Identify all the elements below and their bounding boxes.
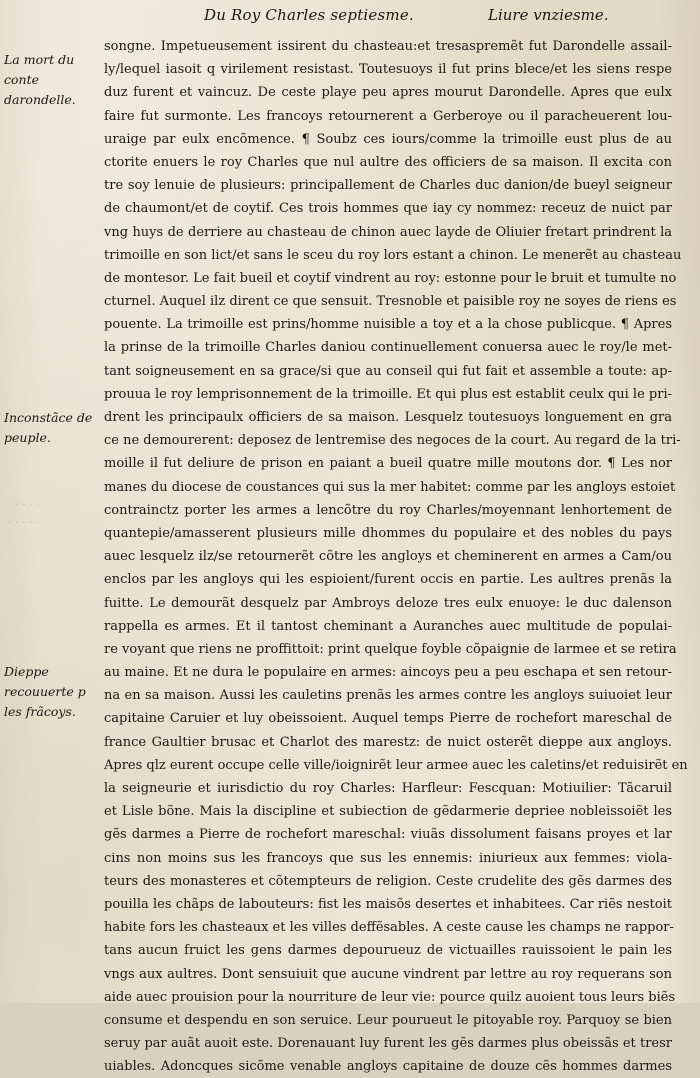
- text-line: tans aucun fruict les gens darmes depourueuz de victuailles rauissoient le pain les: [104, 943, 672, 959]
- bleed-through-text: · · · · · · · · ·: [8, 498, 40, 529]
- text-line: aide auec prouision pour la nourriture de leur vie: pource quilz auoient tous leurs biẽs: [104, 989, 676, 1005]
- text-line: drent les principaulx officiers de sa maison. Lesquelz toutesuoys longuement en gra: [104, 410, 672, 425]
- text-line: la prinse de la trimoille Charles daniou continuellement conuersa auec le roy/le met-: [104, 340, 672, 356]
- running-title: Du Roy Charles septiesme.: [204, 6, 414, 24]
- text-line: manes du diocese de coustances qui sus la mer habitet: comme par les angloys estoiet: [104, 479, 676, 495]
- text-line: ctorite enuers le roy Charles que nul aultre des officiers de sa maison. Il excita con: [104, 154, 672, 170]
- text-line: enclos par les angloys qui les espioient/furent occis en partie. Les aultres prenãs la: [104, 572, 672, 588]
- text-line: trimoille en son lict/et sans le sceu du roy lors estant a chinon. Le menerẽt au chasteau: [104, 247, 682, 263]
- text-line: contrainctz porter les armes a lencõtre du roy Charles/moyennant lenhortement de: [104, 502, 672, 518]
- text-line: consume et despendu en son seruice. Leur pourueut le pitoyable roy. Parquoy se bien: [104, 1012, 672, 1028]
- text-line: pouente. La trimoille est prins/homme nuisible a toy et a la chose publicque. ¶ Apres: [104, 317, 672, 333]
- text-line: fuitte. Le demourãt desquelz par Ambroys deloze tres eulx enuoye: le duc dalenson: [104, 595, 672, 611]
- text-line: faire fut surmonte. Les francoys retournerent a Gerberoye ou il paracheuerent lou-: [104, 108, 672, 124]
- text-line: seruy par auãt auoit este. Dorenauant luy furent les gẽs darmes plus obeissãs et tresr: [104, 1036, 672, 1052]
- text-line: ce ne demourerent: deposez de lentremise des negoces de la court. Au regard de la tri-: [104, 433, 681, 449]
- text-line: pouilla les chãps de labouteurs: fist les maisõs desertes et inhabitees. Car riẽs nestoit: [104, 896, 672, 912]
- text-line: france Gaultier brusac et Charlot des marestz: de nuict osterẽt dieppe aux angloys.: [104, 734, 672, 750]
- text-line: et Lisle bõne. Mais la discipline et subiection de gẽdarmerie depriee nobleissoiẽt les: [104, 804, 672, 820]
- text-line: rappella es armes. Et il tantost cheminant a Auranches auec multitude de populai-: [104, 618, 672, 634]
- text-line: uiables. Adoncques sicõme venable angloys capitaine de douze cẽs hommes darmes: [104, 1059, 672, 1075]
- text-line: la seigneurie et iurisdictio du roy Charles: Harfleur: Fescquan: Motiuilier: Tãcaruil: [104, 781, 672, 796]
- text-line: cturnel. Auquel ilz dirent ce que sensuit. Tresnoble et paisible roy ne soyes de riens es: [104, 294, 677, 310]
- text-line: prouua le roy lemprisonnement de la trimoille. Et qui plus est establit ceulx qui le pri-: [104, 386, 672, 402]
- text-line: tant soigneusement en sa grace/si que au conseil qui fut fait et assemble a toute: ap-: [104, 363, 672, 379]
- margin-note-death-darondelle: La mort du conte darondelle.: [4, 52, 76, 107]
- text-line: de chaumont/et de coytif. Ces trois hommes que iay cy nommez: receuz de nuict par: [104, 201, 672, 217]
- text-line: gẽs darmes a Pierre de rochefort mareschal: viuãs dissolument faisans proyes et lar: [104, 827, 672, 843]
- text-line: re voyant que riens ne proffittoit: print quelque foyble cõpaignie de larmee et se retira: [104, 641, 677, 657]
- text-line: tre soy lenuie de plusieurs: principallement de Charles duc danion/de bueyl seigneur: [104, 178, 672, 194]
- text-line: na en sa maison. Aussi les cauletins prenãs les armes contre les angloys suiuoiet leur: [104, 688, 672, 704]
- text-line: auec lesquelz ilz/se retournerẽt cõtre les angloys et cheminerent en armes a Cam/ou: [104, 549, 672, 565]
- text-line: teurs des monasteres et cõtempteurs de religion. Ceste crudelite des gẽs darmes des: [104, 873, 672, 889]
- text-line: au maine. Et ne dura le populaire en armes: aincoys peu a peu eschapa et sen retour-: [104, 665, 672, 681]
- text-line: vng huys de derriere au chasteau de chinon auec layde de Oliuier fretart prindrent la: [104, 224, 672, 240]
- text-line: de montesor. Le fait bueil et coytif vindrent au roy: estonne pour le bruit et tumulte no: [104, 270, 677, 286]
- book-label: Liure vnziesme.: [488, 6, 609, 24]
- text-line: Apres qlz eurent occupe celle ville/ioignirẽt leur armee auec les caletins/et reduisirẽt en: [104, 757, 688, 773]
- text-line: ly/lequel iasoit q virilement resistast. Toutesuoys il fut prins blece/et les siens respe: [104, 62, 672, 78]
- text-line: vngs aux aultres. Dont sensuiuit que aucune vindrent par lettre au roy requerans son: [104, 966, 672, 982]
- text-line: quantepie/amasserent plusieurs mille dhommes du populaire et des nobles du pays: [104, 525, 672, 541]
- text-line: songne. Impetueusement issirent du chasteau:et tresaspremẽt fut Darondelle assail-: [104, 39, 672, 54]
- text-line: duz furent et vaincuz. De ceste playe peu apres mourut Darondelle. Apres que eulx: [104, 85, 672, 101]
- text-line: moille il fut deliure de prison en paiant a bueil quatre mille moutons dor. ¶ Les nor: [104, 456, 672, 472]
- text-line: habite fors les chasteaux et les villes deffẽsables. A ceste cause les champs ne rappor-: [104, 920, 674, 936]
- text-line: uraige par eulx encõmence. ¶ Soubz ces iours/comme la trimoille eust plus de au: [104, 131, 672, 147]
- margin-note-inconstancy: Inconstãce de peuple.: [4, 410, 93, 445]
- text-line: cins non moins sus les francoys que sus les ennemis: iniurieux aux femmes: viola-: [104, 850, 672, 866]
- text-line: capitaine Caruier et luy obeissoient. Auquel temps Pierre de rochefort mareschal de: [104, 711, 672, 727]
- margin-note-dieppe: Dieppe recouuerte p les frãcoys.: [4, 664, 86, 719]
- body-text: [104, 35, 688, 1078]
